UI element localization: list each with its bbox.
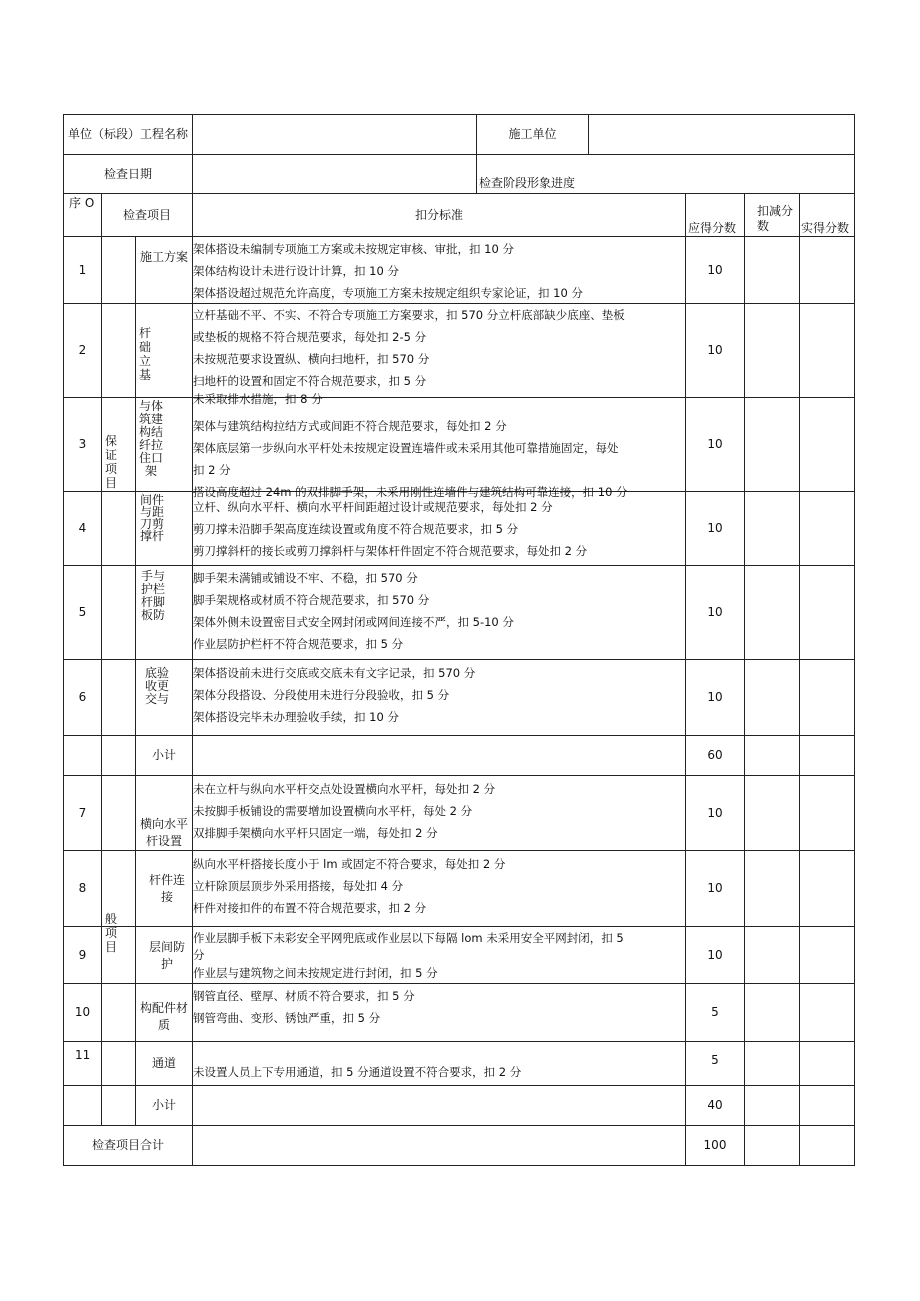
subtotal-label: 小计: [151, 748, 176, 762]
col-divider: [744, 193, 745, 1166]
inspection-table: [63, 114, 855, 1166]
row-criteria: 架体搭设前未进行交底或交底未有文字记录，扣 570 分 架体分段搭设、分段使用未进行分段验收，扣 5 分 架体搭设完毕未办理验收手续，扣 10 分: [193, 666, 476, 724]
col-item-header: 检查项目: [122, 207, 171, 222]
total-label: 检查项目合计: [91, 1138, 164, 1152]
row-item: 层间防护: [148, 940, 185, 971]
row-score: 10: [707, 947, 723, 962]
date-label: 检查日期: [103, 166, 152, 181]
row-criteria: 未在立杆与纵向水平杆交点处设置横向水平杆，每处扣 2 分 未按脚手板铺设的需要增加设置横向水平杆，每处 2 分 双排脚手架横向水平杆只固定一端，每处扣 2 分: [193, 782, 496, 840]
row-score: 10: [707, 521, 723, 535]
contractor-label: 施工单位: [508, 127, 557, 141]
row-score: 5: [711, 1005, 719, 1019]
row-seq: 4: [78, 521, 87, 535]
subtotal-label: 小计: [151, 1098, 176, 1112]
row-criteria: 立杆、纵向水平杆、横向水平杆间距超过设计或规范要求，每处扣 2 分 剪刀撑未沿脚手架高度连续设置或角度不符合规范要求，扣 5 分 剪刀撑斜杆的接长或剪刀撑斜杆与架体杆件固定不符合规范要求，每处扣 2 分: [193, 500, 588, 558]
row-score: 10: [707, 605, 723, 619]
col-divider: [799, 193, 800, 1166]
row-score: 10: [707, 805, 723, 820]
table-border-bottom: [63, 1165, 855, 1166]
row-item: 通道: [151, 1056, 176, 1070]
row-seq: 9: [78, 947, 87, 962]
row-criteria: 脚手架未满铺或铺设不牢、不稳，扣 570 分 脚手架规格或材质不符合规范要求，扣 570 分 架体外侧未设置密目式安全网封闭或网间连接不严，扣 5-10 分 作业层防护栏杆不符合规范要求，扣 5 分: [193, 571, 514, 651]
row-item: 间件与距刀剪撑杆: [139, 493, 164, 543]
col-deduct-header: 扣减分数: [757, 204, 794, 233]
total-score: 100: [703, 1138, 727, 1152]
unit-label: 单位（标段）工程名称: [67, 127, 188, 141]
row-item: 底验收更交与: [144, 666, 169, 706]
row-criteria: 钢管直径、壁厚、材质不符合要求，扣 5 分 钢管弯曲、变形、锈蚀严重，扣 5 分: [193, 989, 415, 1025]
row-seq: 5: [78, 605, 87, 619]
subtotal-score: 60: [707, 748, 723, 762]
row-seq: 6: [78, 690, 87, 704]
col-divider: [135, 236, 136, 1125]
subtotal-score: 40: [707, 1098, 723, 1112]
row-criteria: 纵向水平杆搭接长度小于 lm 或固定不符合要求，每处扣 2 分 立杆除顶层顶步外采用搭接，每处扣 4 分 杆件对接扣件的布置不符合规范要求，扣 2 分: [193, 857, 506, 915]
col-seq-header: 序 O: [69, 196, 95, 210]
group-general-label: 般项目: [104, 912, 117, 954]
row-score: 10: [707, 262, 723, 277]
row-seq: 8: [78, 881, 87, 895]
row-score: 5: [711, 1053, 719, 1067]
table-border-right: [854, 114, 855, 1166]
col-criteria-header: 扣分标准: [414, 207, 463, 222]
row-score: 10: [707, 690, 723, 704]
row-seq: 2: [78, 343, 87, 357]
row-seq: 3: [78, 437, 87, 451]
row-score: 10: [707, 881, 723, 895]
row-score: 10: [707, 343, 723, 357]
row-item: 横向水平杆设置: [139, 817, 188, 848]
row-item: 杆件连接: [148, 873, 185, 904]
row-score: 10: [707, 437, 723, 451]
row-item: 杆础立基: [138, 326, 151, 382]
row-criteria: 架体搭设未编制专项施工方案或未按规定审核、审批，扣 10 分 架体结构设计未进行设计计算，扣 10 分 架体搭设超过规范允许高度，专项施工方案未按规定组织专家论证，扣 10 分: [193, 242, 583, 300]
col-divider: [588, 114, 589, 154]
row-criteria: 作业层脚手板下未彩安全平网兜底或作业层以下每隔 lom 未采用安全平网封闭，扣 5 分 作业层与建筑物之间未按规定进行封闭，扣 5 分: [193, 931, 624, 980]
row-criteria: 架体与建筑结构拉结方式或间距不符合规范要求，每处扣 2 分 架体底层第一步纵向水平杆处未按规定设置连墙件或未采用其他可靠措施固定，每处 扣 2 分 搭设高度超过 24m 的双排脚手架，未采用刚性连墙件与建筑结构可靠连接，扣 10 分: [193, 419, 628, 499]
row-item: 手与护栏杆脚板防: [140, 569, 165, 622]
row-criteria: 立杆基础不平、不实、不符合专项施工方案要求，扣 570 分立杆底部缺少底座、垫板 或垫板的规格不符合规范要求，每处扣 2-5 分 未按规范要求设置纵、横向扫地杆，扣 570 分 扫地杆的设置和固定不符合规范要求，扣 5 分 未采取排水措施，扣 8 分: [193, 308, 625, 406]
row-criteria: 未设置人员上下专用通道，扣 5 分通道设置不符合要求，扣 2 分: [193, 1065, 522, 1079]
row-item: 施工方案: [139, 250, 188, 264]
row-seq: 1: [78, 262, 87, 277]
col-due-header: 应得分数: [688, 221, 737, 235]
row-seq: 11: [75, 1048, 91, 1062]
col-divider: [101, 193, 102, 1125]
stage-label: 检查阶段形象进度: [479, 176, 576, 190]
group-guarantee-label: 保证项目: [104, 434, 117, 490]
col-actual-header: 实得分数: [801, 221, 850, 235]
row-item: 与体筑建构结纤拉住口架: [138, 399, 163, 478]
row-seq: 7: [78, 805, 87, 820]
row-item: 构配件材质: [139, 1001, 188, 1032]
row-seq: 10: [74, 1005, 91, 1019]
